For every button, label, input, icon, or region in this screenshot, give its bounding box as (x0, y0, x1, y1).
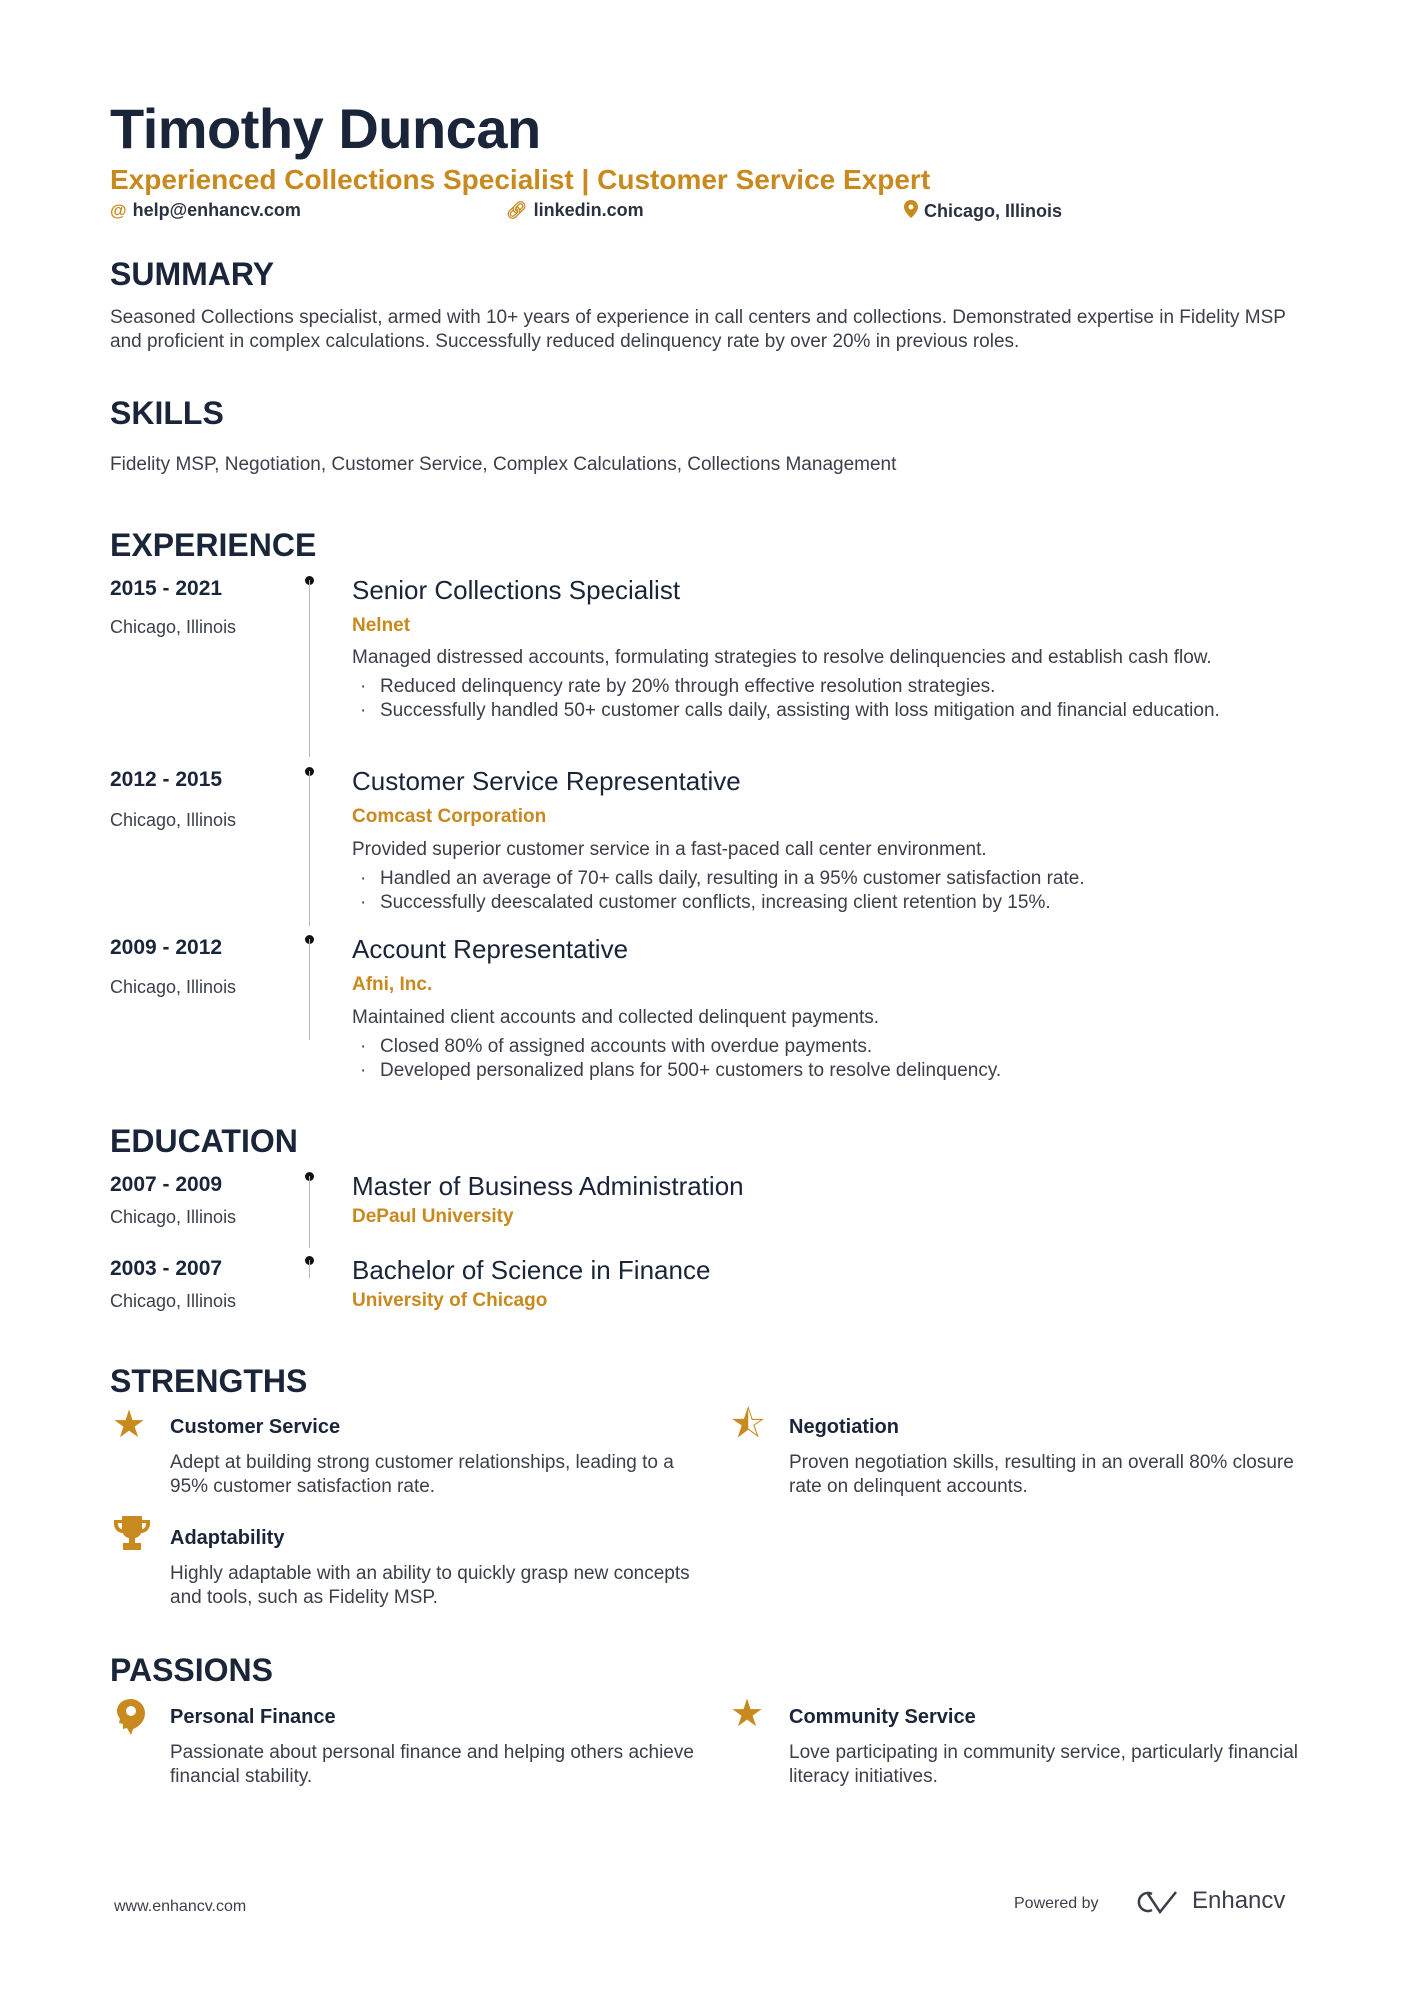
experience-heading: EXPERIENCE (110, 527, 317, 563)
summary-text: Seasoned Collections specialist, armed with 10+ years of experience in call centers and collections. Demonstrated expertise in Fidelity MSP and proficient in complex calculations. Successfully reduced delinquency rate by over 20% in previous roles. (110, 307, 1286, 352)
experience-role: Account Representative (352, 934, 629, 964)
experience-dates: 2012 - 2015 (110, 768, 223, 791)
summary-heading: SUMMARY (110, 256, 275, 292)
passion-item (789, 1706, 1329, 1789)
education-location: Chicago, Illinois (110, 1291, 237, 1311)
experience-entry-body (352, 1006, 1312, 1083)
half-star-icon: ⯪ (730, 1404, 766, 1446)
candidate-name: Timothy Duncan (110, 97, 541, 160)
experience-entry-body (352, 838, 1312, 915)
link-icon: 🔗︎ (506, 200, 528, 220)
strength-title: Adaptability (170, 1527, 285, 1549)
skills-heading: SKILLS (110, 395, 224, 431)
strength-item (789, 1416, 1329, 1499)
experience-description: Managed distressed accounts, formulating strategies to resolve delinquencies and establish cash flow. (352, 647, 1212, 668)
experience-role: Customer Service Representative (352, 766, 741, 796)
bullet: · Handled an average of 70+ calls daily, resulting in a 95% customer satisfaction rate. (352, 867, 1312, 891)
experience-company: Comcast Corporation (352, 806, 547, 827)
skills-text: Fidelity MSP, Negotiation, Customer Service, Complex Calculations, Collections Management (110, 454, 897, 475)
strength-item (170, 1527, 710, 1610)
experience-dates: 2009 - 2012 (110, 936, 223, 959)
timeline-line (309, 1176, 310, 1248)
strength-title: Negotiation (789, 1416, 899, 1438)
bullet: · Developed personalized plans for 500+ customers to resolve delinquency. (352, 1059, 1312, 1083)
education-degree: Bachelor of Science in Finance (352, 1255, 711, 1285)
contact-linkedin[interactable] (506, 200, 644, 221)
bullet: · Reduced delinquency rate by 20% through effective resolution strategies. (352, 675, 1312, 699)
education-dates: 2007 - 2009 (110, 1173, 223, 1196)
education-degree: Master of Business Administration (352, 1171, 744, 1201)
passion-title: Personal Finance (170, 1706, 336, 1728)
star-icon: ★ (730, 1693, 765, 1735)
strength-item (170, 1416, 710, 1499)
timeline-line (309, 1260, 310, 1278)
passion-text: Love participating in community service, particularly financial literacy initiatives. (789, 1742, 1299, 1787)
email-text: help@enhancv.com (132, 200, 301, 220)
experience-entry-body (352, 646, 1312, 723)
strength-text: Proven negotiation skills, resulting in an overall 80% closure rate on delinquent accounts. (789, 1452, 1294, 1497)
experience-location: Chicago, Illinois (110, 977, 237, 997)
timeline-line (309, 771, 310, 926)
powered-by-label: Powered by (1014, 1895, 1099, 1912)
at-icon: @ (110, 200, 127, 220)
experience-company: Nelnet (352, 615, 411, 636)
passions-heading: PASSIONS (110, 1652, 273, 1688)
experience-company: Afni, Inc. (352, 974, 433, 995)
passion-title: Community Service (789, 1706, 976, 1728)
timeline-line (309, 580, 310, 757)
bullet: · Closed 80% of assigned accounts with overdue payments. (352, 1035, 1312, 1059)
experience-location: Chicago, Illinois (110, 810, 237, 830)
experience-dates: 2015 - 2021 (110, 577, 223, 600)
candidate-title: Experienced Collections Specialist | Customer Service Expert (110, 164, 931, 195)
star-icon: ★ (112, 1404, 147, 1446)
trophy-icon (114, 1516, 150, 1555)
location-text: Chicago, Illinois (924, 201, 1063, 221)
contact-email[interactable] (110, 200, 301, 221)
bullet: · Successfully deescalated customer conflicts, increasing client retention by 15%. (352, 891, 1312, 915)
footer-website[interactable]: www.enhancv.com (114, 1898, 247, 1915)
bullet: · Successfully handled 50+ customer calls daily, assisting with loss mitigation and financial education. (352, 699, 1252, 723)
contact-location (904, 200, 1062, 223)
location-pin-icon (904, 200, 918, 223)
education-school: DePaul University (352, 1206, 514, 1227)
strength-text: Adept at building strong customer relationships, leading to a 95% customer satisfaction rate. (170, 1452, 674, 1497)
enhancv-logo-icon (1134, 1888, 1180, 1921)
linkedin-text: linkedin.com (533, 200, 644, 220)
education-heading: EDUCATION (110, 1123, 298, 1159)
experience-location: Chicago, Illinois (110, 617, 237, 637)
strength-text: Highly adaptable with an ability to quickly grasp new concepts and tools, such as Fidelity MSP. (170, 1563, 690, 1608)
experience-role: Senior Collections Specialist (352, 575, 681, 605)
passion-text: Passionate about personal finance and helping others achieve financial stability. (170, 1742, 694, 1787)
education-dates: 2003 - 2007 (110, 1257, 223, 1280)
timeline-line (309, 939, 310, 1040)
enhancv-brand[interactable]: Enhancv (1192, 1887, 1286, 1914)
strength-title: Customer Service (170, 1416, 341, 1438)
strengths-heading: STRENGTHS (110, 1363, 308, 1399)
passion-item (170, 1706, 710, 1789)
experience-description: Provided superior customer service in a fast-paced call center environment. (352, 839, 987, 860)
experience-description: Maintained client accounts and collected delinquent payments. (352, 1007, 880, 1028)
education-school: University of Chicago (352, 1290, 548, 1311)
education-location: Chicago, Illinois (110, 1207, 237, 1227)
head-icon (116, 1699, 146, 1740)
